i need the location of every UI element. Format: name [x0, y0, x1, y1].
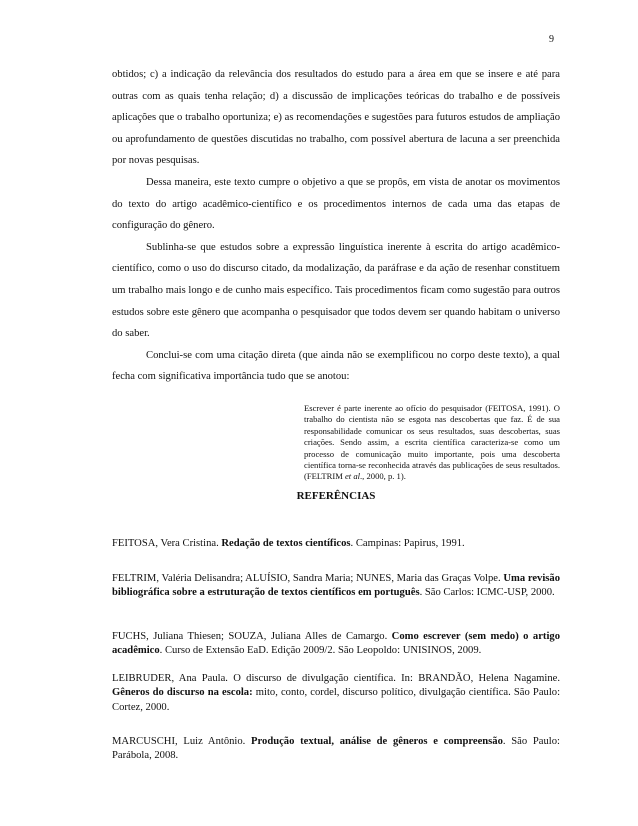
- reference-item: [112, 630, 560, 659]
- reference-authors: MARCUSCHI, Luiz Antônio.: [112, 736, 252, 747]
- reference-details: mito, conto, cordel, discurso político, divulgação científica. São Paulo: Cortez, 2000.: [112, 687, 561, 713]
- block-quote-text: [304, 403, 560, 483]
- reference-authors: LEIBRUDER, Ana Paula. O discurso de divulgação científica. In: BRANDÃO, Helena Nagamine.: [112, 673, 560, 684]
- reference-title: Uma revisão bibliográfica sobre a estruturação de textos científicos em português: [112, 573, 560, 599]
- reference-title: Como escrever (sem medo) o artigo acadêmico: [112, 631, 560, 657]
- reference-details: . São Carlos: ICMC-USP, 2000.: [419, 587, 555, 599]
- reference-title: Gêneros do discurso na escola:: [112, 687, 253, 699]
- quote-cite-etal: et al: [344, 471, 361, 482]
- block-quote: [304, 403, 560, 483]
- reference-details: . Curso de Extensão EaD. Edição 2009/2. São Leopoldo: UNISINOS, 2009.: [159, 645, 482, 657]
- reference-details: . São Paulo: Parábola, 2008.: [112, 736, 560, 762]
- reference-item: [112, 537, 560, 551]
- quote-cite-close: ., 2000, p. 1).: [360, 471, 406, 482]
- page-number: 9: [549, 34, 554, 45]
- reference-title: Redação de textos científicos: [221, 538, 351, 549]
- reference-authors: FUCHS, Juliana Thiesen; SOUZA, Juliana Alles de Camargo.: [112, 631, 392, 642]
- quote-body: Escrever é parte inerente ao ofício do pesquisador (FEITOSA, 1991). O trabalho do cientista não se esgota nas descobertas que faz. É de sua responsabilidade comunicar os seus resultados, suas descobertas, suas criações. Sendo assim, a escrita científica caracteriza-se como um processo de comunicação muito importante, pois uma descoberta científica torna-se reconhecida através das publicações de seus resultados.: [304, 403, 560, 471]
- reference-authors: FELTRIM, Valéria Delisandra; ALUÍSIO, Sandra Maria; NUNES, Maria das Graças Volpe.: [112, 573, 504, 584]
- reference-title: Produção textual, análise de gêneros e compreensão: [251, 736, 503, 747]
- quote-cite-open: (FELTRIM: [304, 471, 345, 482]
- reference-item: [112, 672, 560, 715]
- paragraph-suggestions: Sublinha-se que estudos sobre a expressão linguística inerente à escrita do artigo acadêmico-científico, como o uso do discurso citado, da modalização, da paráfrase e da ação de resenhar constituem um trabalho mais longo e de cunho mais específico. Tais procedimentos ficam como sugestão para outros estudos sobre este gênero que acompanha o pesquisador que todos devem ser quando habitam o universo do saber.: [112, 241, 560, 340]
- reference-item: [112, 735, 560, 764]
- reference-authors: FEITOSA, Vera Cristina.: [112, 538, 222, 549]
- paragraph-continuation: obtidos; c) a indicação da relevância dos resultados do estudo para a área em que se insere e até para outras com as quais tenha relação; d) a discussão de implicações teóricas do trabalho e de possíveis aplicações que o trabalho oportuniza; e) as recomendações e sugestões para futuros estudos de ampliação ou aprofundamento de questões discutidas no trabalho, com possível abertura de lacuna a ser preenchida por novas pesquisas.: [112, 69, 560, 167]
- references-heading: REFERÊNCIAS: [296, 490, 376, 502]
- body-text: [112, 64, 560, 388]
- paragraph-conclusion: Conclui-se com uma citação direta (que ainda não se exemplificou no corpo deste texto), a qual fecha com significativa importância tudo que se anotou:: [112, 349, 560, 383]
- reference-item: [112, 572, 560, 601]
- paragraph-objective: Dessa maneira, este texto cumpre o objetivo a que se propôs, em vista de anotar os movimentos do texto do artigo acadêmico-científico e os procedimentos internos de cada uma das etapas de configuração do gênero.: [112, 176, 560, 232]
- reference-details: . Campinas: Papirus, 1991.: [350, 538, 465, 549]
